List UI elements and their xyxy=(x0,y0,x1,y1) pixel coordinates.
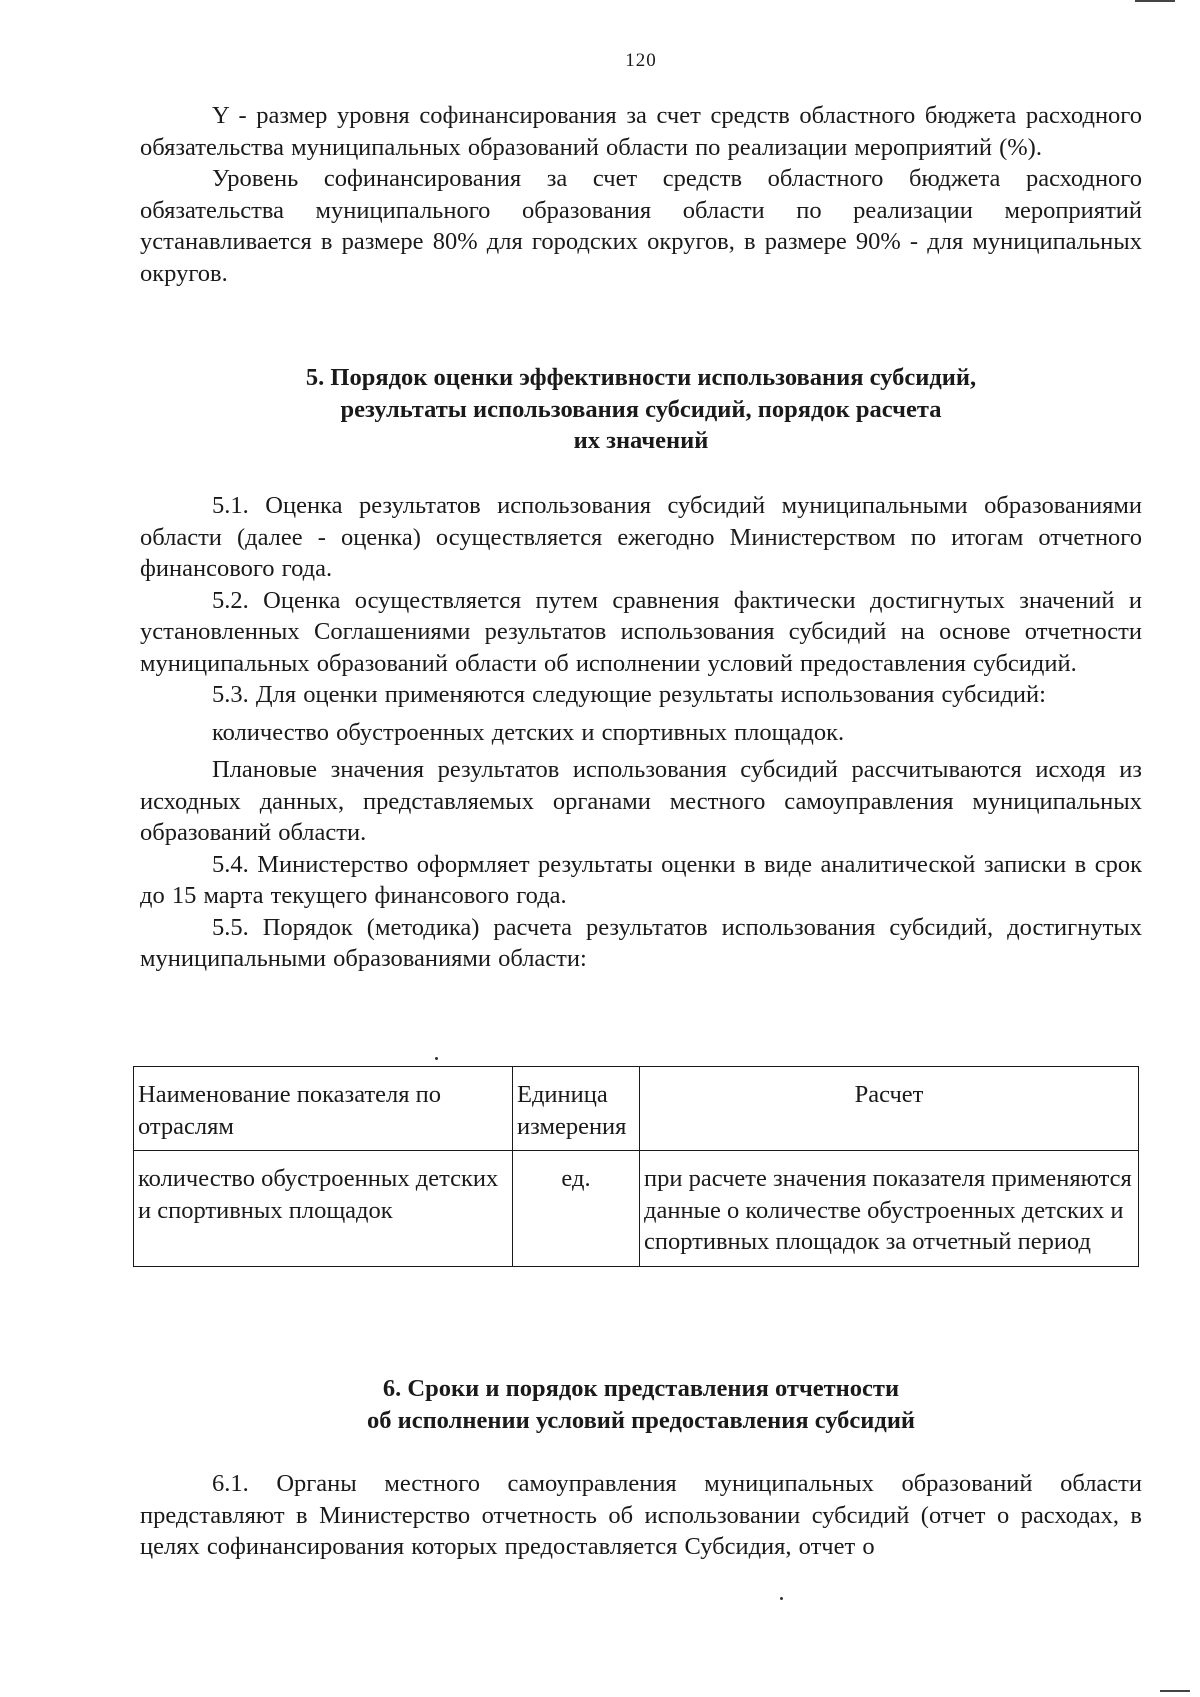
page-number: 120 xyxy=(625,50,657,71)
section-5-heading xyxy=(140,362,1142,457)
section-5-heading-line-3: их значений xyxy=(573,427,709,454)
indicators-table xyxy=(133,1066,1139,1267)
section-5-body xyxy=(140,490,1142,975)
section-5-heading-line-2: результаты использования субсидий, порядок расчета xyxy=(340,395,942,423)
header-calculation: Расчет xyxy=(640,1067,1139,1151)
scan-edge-mark xyxy=(1160,1690,1190,1692)
intro-paragraph-y: Y - размер уровня софинансирования за счет средств областного бюджета расходного обязательства муниципальных образований области по реализации мероприятий (%). xyxy=(140,102,1142,161)
scan-edge-mark xyxy=(1135,0,1175,2)
scan-dot xyxy=(435,1057,438,1060)
table-row xyxy=(134,1151,1139,1267)
paragraph-5-3-item: количество обустроенных детских и спортивных площадок. xyxy=(212,718,845,746)
cell-indicator-name: количество обустроенных детских и спортивных площадок xyxy=(134,1151,513,1267)
paragraph-5-1: 5.1. Оценка результатов использования субсидий муниципальными образованиями области (далее - оценка) осуществляется ежегодно Министерством по итогам отчетного финансового года. xyxy=(140,492,1142,582)
scan-dot xyxy=(780,1597,783,1600)
cell-calculation: при расчете значения показателя применяются данные о количестве обустроенных детских и спортивных площадок за отчетный период xyxy=(640,1151,1139,1267)
table-header-row xyxy=(134,1067,1139,1151)
paragraph-5-3: 5.3. Для оценки применяются следующие результаты использования субсидий: xyxy=(212,681,1046,708)
header-unit: Единица измерения xyxy=(513,1067,640,1151)
paragraph-5-4: 5.4. Министерство оформляет результаты оценки в виде аналитической записки в срок до 15 марта текущего финансового года. xyxy=(140,850,1142,909)
section-6-heading xyxy=(140,1373,1142,1436)
section-6-heading-line-2: об исполнении условий предоставления субсидий xyxy=(366,1406,916,1434)
section-5-heading-line-1: 5. Порядок оценки эффективности использования субсидий, xyxy=(305,364,977,391)
header-indicator-name: Наименование показателя по отраслям xyxy=(134,1067,513,1151)
paragraph-5-5: 5.5. Порядок (методика) расчета результатов использования субсидий, достигнутых муниципальными образованиями области: xyxy=(140,913,1142,972)
intro-paragraph-level: Уровень софинансирования за счет средств областного бюджета расходного обязательства муниципального образования области по реализации мероприятий устанавливается в размере 80% для городских округов, в размере 90% - для муниципальных округов. xyxy=(140,165,1142,287)
cell-unit: ед. xyxy=(513,1151,640,1267)
intro-block xyxy=(140,100,1142,289)
paragraph-5-3-plan: Плановые значения результатов использования субсидий рассчитываются исходя из исходных данных, представляемых органами местного самоуправления муниципальных образований области. xyxy=(140,756,1142,846)
section-6-heading-line-1: 6. Сроки и порядок представления отчетности xyxy=(382,1375,900,1402)
section-6-body xyxy=(140,1468,1142,1563)
paragraph-5-2: 5.2. Оценка осуществляется путем сравнения фактически достигнутых значений и установленных Соглашениями результатов использования субсидий на основе отчетности муниципальных образований области об исполнении условий предоставления субсидий. xyxy=(140,586,1142,677)
paragraph-6-1: 6.1. Органы местного самоуправления муниципальных образований области представляют в Министерство отчетность об использовании субсидий (отчет о расходах, в целях софинансирования которых предоставляется Субсидия, отчет о xyxy=(140,1470,1142,1560)
